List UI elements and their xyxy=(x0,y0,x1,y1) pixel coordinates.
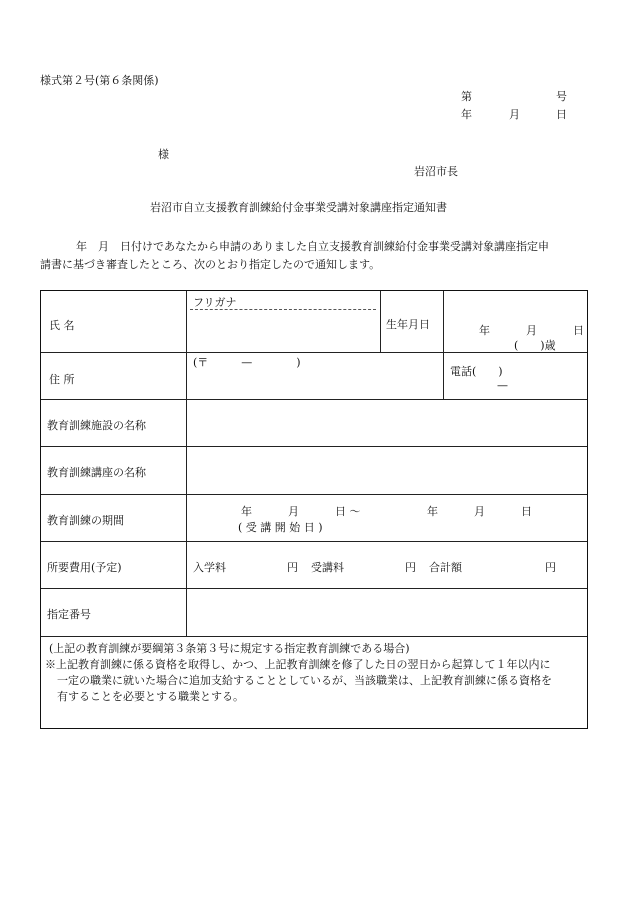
document-number-prefix: 第 xyxy=(461,90,472,103)
total-yen: 円 xyxy=(545,561,556,574)
row-divider xyxy=(41,636,587,637)
date-month: 月 xyxy=(509,108,520,121)
period-start-year: 年 xyxy=(241,505,252,518)
document-title: 岩沼市自立支援教育訓練給付金事業受講対象講座指定通知書 xyxy=(150,201,447,214)
period-end-day: 日 xyxy=(521,505,532,518)
notes-condition: (上記の教育訓練が要綱第３条第３号に規定する指定教育訓練である場合) xyxy=(49,642,410,655)
row-divider xyxy=(41,541,587,542)
period-end-year: 年 xyxy=(427,505,438,518)
period-start-day: 日 ～ xyxy=(335,505,361,518)
date-day: 日 xyxy=(556,108,567,121)
designation-number-label: 指定番号 xyxy=(47,608,91,621)
tuition-label: 受講料 xyxy=(311,561,344,574)
tuition-yen: 円 xyxy=(405,561,416,574)
cost-label: 所要費用(予定) xyxy=(47,561,122,574)
addressee-suffix: 様 xyxy=(158,148,169,161)
row-divider xyxy=(41,446,587,447)
form-number-label: 様式第２号(第６条関係) xyxy=(40,74,159,87)
designation-table xyxy=(40,290,588,729)
birth-date-label: 生年月日 xyxy=(386,318,430,331)
notes-line-1: ※上記教育訓練に係る資格を取得し、かつ、上記教育訓練を修了した日の翌日から起算して１年以内に xyxy=(45,658,551,671)
notes-line-3: 有することを必要とする職業とする。 xyxy=(57,690,244,703)
intro-line-1: 年 月 日付けであなたから申請のありました自立支援教育訓練給付金事業受講対象講座指定申 xyxy=(76,240,549,253)
column-divider xyxy=(186,291,187,636)
facility-name-label: 教育訓練施設の名称 xyxy=(47,419,146,432)
total-label: 合計額 xyxy=(429,561,462,574)
furigana-label: フリガナ xyxy=(193,296,237,309)
birth-month: 月 xyxy=(526,324,537,337)
column-divider xyxy=(380,291,381,352)
course-name-label: 教育訓練講座の名称 xyxy=(47,466,146,479)
period-start-note: ( 受 講 開 始 日 ) xyxy=(238,521,323,534)
intro-line-2: 請書に基づき審査したところ、次のとおり指定したので通知します。 xyxy=(40,258,381,271)
notes-line-2: 一定の職業に就いた場合に追加支給することとしているが、当該職業は、上記教育訓練に係る資格を xyxy=(57,674,552,687)
period-label: 教育訓練の期間 xyxy=(47,514,124,527)
birth-year: 年 xyxy=(479,324,490,337)
document-number-suffix: 号 xyxy=(556,90,567,103)
admission-fee-yen: 円 xyxy=(287,561,298,574)
row-divider xyxy=(41,352,587,353)
row-divider xyxy=(41,494,587,495)
column-divider xyxy=(443,291,444,352)
phone-dash: — xyxy=(497,379,508,392)
date-year: 年 xyxy=(461,108,472,121)
column-divider xyxy=(443,352,444,399)
phone-field: 電話( ) xyxy=(450,365,503,378)
admission-fee-label: 入学料 xyxy=(193,561,226,574)
period-start-month: 月 xyxy=(288,505,299,518)
postal-code: (〒 — ) xyxy=(193,356,301,369)
period-end-month: 月 xyxy=(474,505,485,518)
issuer-name: 岩沼市長 xyxy=(414,165,458,178)
address-label: 住 所 xyxy=(49,373,75,386)
row-divider xyxy=(41,588,587,589)
age-field: ( )歳 xyxy=(514,339,556,352)
name-label: 氏 名 xyxy=(49,319,75,332)
birth-day: 日 xyxy=(573,324,584,337)
row-divider xyxy=(41,399,587,400)
